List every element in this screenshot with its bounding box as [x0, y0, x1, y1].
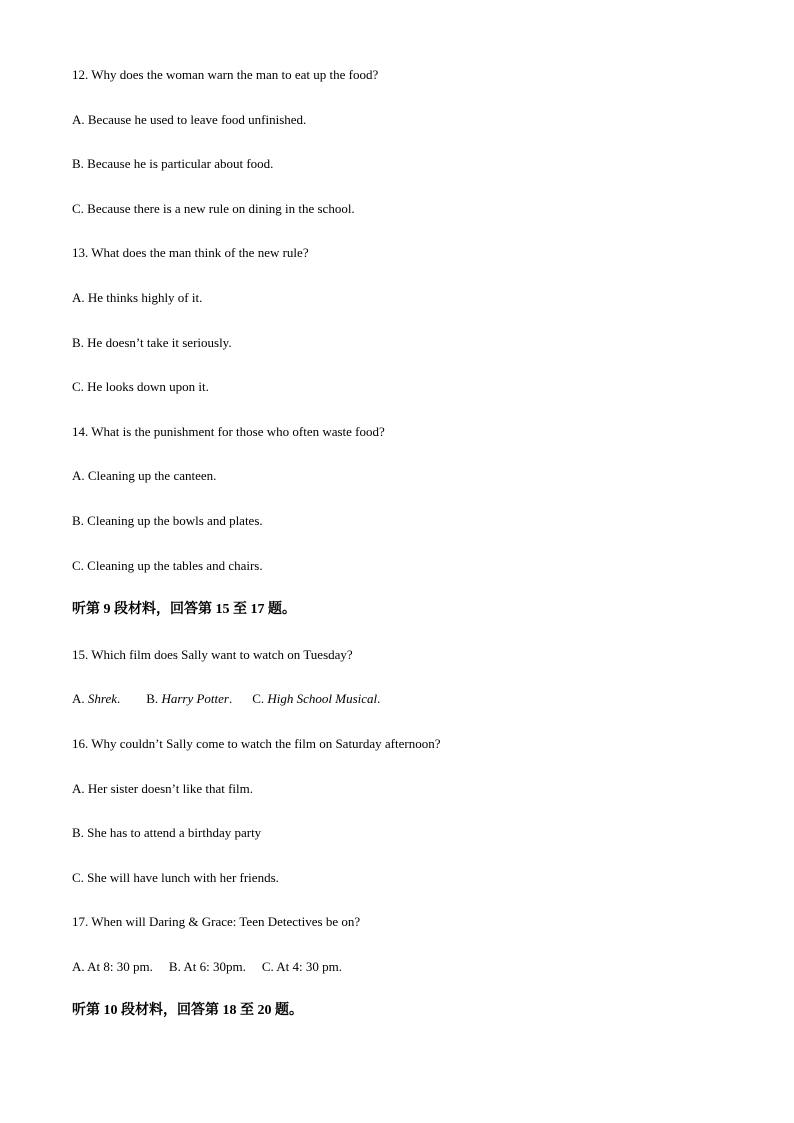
q12-option-b: B. Because he is particular about food.	[72, 156, 274, 172]
question-16: 16. Why couldn’t Sally come to watch the film on Saturday afternoon?	[72, 735, 441, 751]
q13-option-a: A. He thinks highly of it.	[72, 289, 203, 305]
q14-option-a: A. Cleaning up the canteen.	[72, 468, 217, 484]
q15-option-a-title: Shrek	[87, 691, 118, 707]
question-13: 13. What does the man think of the new rule?	[72, 245, 309, 261]
question-14: 14. What is the punishment for those who often waste food?	[72, 423, 385, 439]
q17-options	[72, 957, 752, 977]
question-15: 15. Which film does Sally want to watch on Tuesday?	[72, 646, 353, 662]
q14-option-c: C. Cleaning up the tables and chairs.	[72, 557, 263, 573]
q16-option-c: C. She will have lunch with her friends.	[72, 869, 279, 885]
q14-option-b: B. Cleaning up the bowls and plates.	[72, 512, 263, 528]
exam-page	[72, 65, 752, 1046]
q15-option-c-suffix: .	[377, 691, 381, 707]
section-heading-9: 听第 9 段材料，回答第 15 至 17 题。	[72, 602, 296, 618]
q15-option-c-title: High School Musical	[267, 691, 378, 707]
q15-option-b-suffix: .	[228, 691, 233, 707]
q15-option-c-prefix: C.	[252, 691, 268, 707]
q17-option-c: C. At 4: 30 pm.	[261, 958, 343, 974]
q15-option-b-title: Harry Potter	[161, 691, 229, 707]
q16-option-a: A. Her sister doesn’t like that film.	[72, 780, 254, 796]
q17-option-b: B. At 6: 30pm.	[168, 958, 246, 974]
q12-option-a: A. Because he used to leave food unfinished.	[72, 111, 307, 127]
q15-option-b	[146, 689, 232, 709]
q15-option-a	[72, 689, 120, 709]
q12-option-c: C. Because there is a new rule on dining in the school.	[72, 200, 355, 216]
q15-option-a-suffix: .	[117, 691, 121, 707]
q17-option-a: A. At 8: 30 pm.	[72, 958, 153, 974]
q13-option-b: B. He doesn’t take it seriously.	[72, 334, 232, 350]
q15-option-b-prefix: B.	[146, 691, 162, 707]
question-12: 12. Why does the woman warn the man to eat up the food?	[72, 67, 379, 82]
q15-option-a-prefix: A.	[72, 691, 88, 707]
q15-option-c	[252, 689, 380, 709]
question-17: 17. When will Daring & Grace: Teen Detectives be on?	[72, 914, 361, 930]
q16-option-b: B. She has to attend a birthday party	[72, 825, 262, 841]
q15-options	[72, 689, 752, 709]
q13-option-c: C. He looks down upon it.	[72, 379, 209, 395]
section-heading-10: 听第 10 段材料，回答第 18 至 20 题。	[72, 1003, 303, 1019]
